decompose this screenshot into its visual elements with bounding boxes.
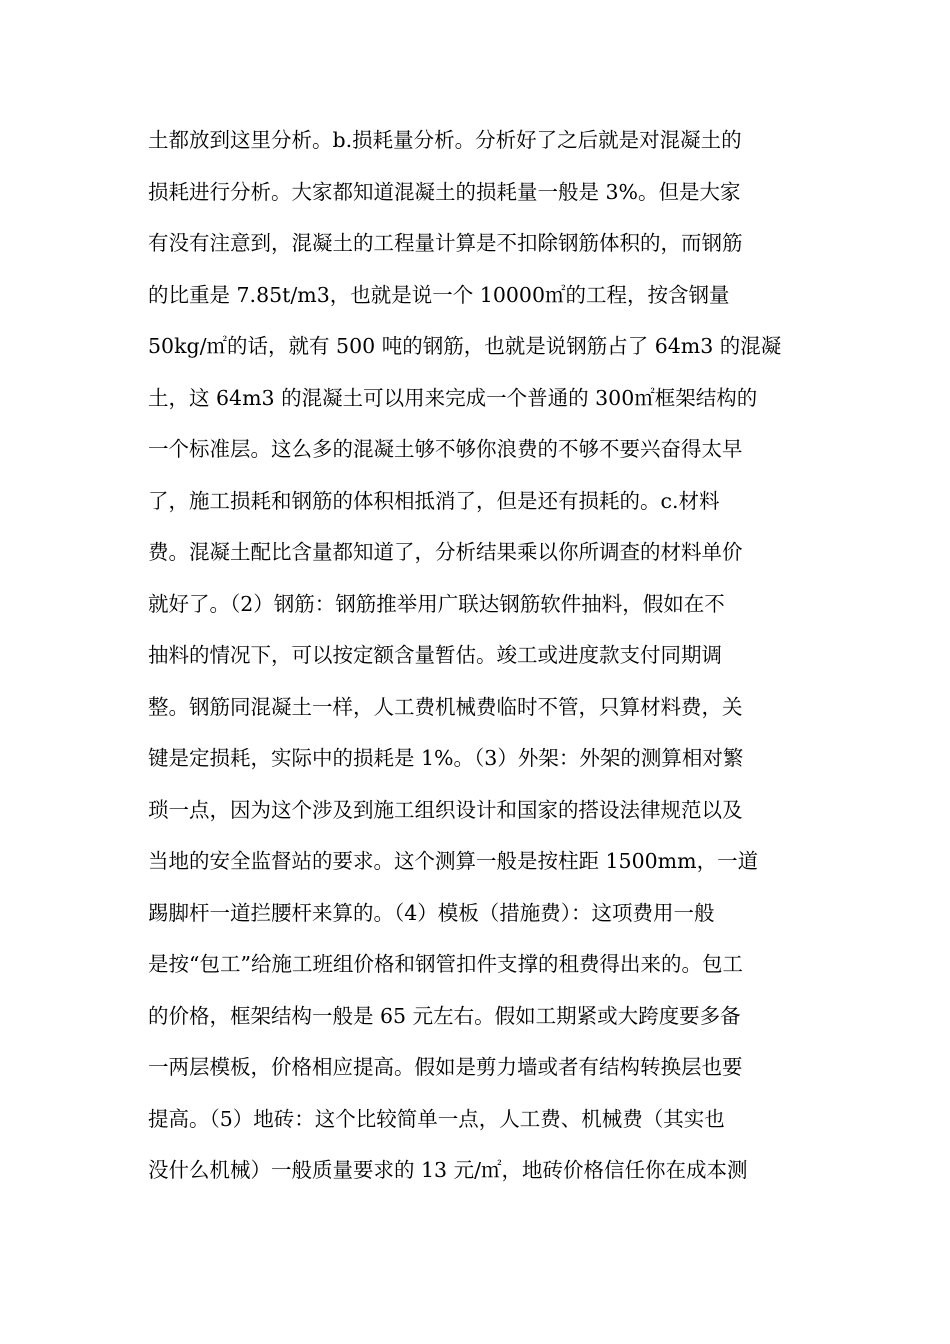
text-line: 没什么机械）一般质量要求的 13 元/㎡，地砖价格信任你在成本测 [148, 1158, 748, 1182]
text-line: 一个标准层。这么多的混凝土够不够你浪费的不够不要兴奋得太早 [148, 437, 743, 461]
text-line: 是按“包工”给施工班组价格和钢管扣件支撑的租费得出来的。包工 [148, 952, 743, 976]
text-line: 键是定损耗，实际中的损耗是 1%。（3）外架：外架的测算相对繁 [148, 746, 744, 770]
text-line: 损耗进行分析。大家都知道混凝土的损耗量一般是 3%。但是大家 [148, 179, 741, 204]
text-line: 的价格，框架结构一般是 65 元左右。假如工期紧或大跨度要多备 [148, 1003, 741, 1028]
text-line: 当地的安全监督站的要求。这个测算一般是按柱距 1500mm，一道 [148, 849, 759, 873]
text-line: 土，这 64m3 的混凝土可以用来完成一个普通的 300㎡框架结构的 [148, 385, 758, 410]
text-line: 一两层模板，价格相应提高。假如是剪力墙或者有结构转换层也要 [148, 1055, 743, 1079]
text-line: 有没有注意到，混凝土的工程量计算是不扣除钢筋体积的，而钢筋 [148, 231, 743, 255]
text-line: 就好了。（2）钢筋：钢筋推举用广联达钢筋软件抽料，假如在不 [148, 591, 725, 616]
text-line: 抽料的情况下，可以按定额含量暂估。竣工或进度款支付同期调 [148, 643, 722, 667]
text-line: 50kg/㎡的话，就有 500 吨的钢筋，也就是说钢筋占了 64m3 的混凝 [148, 334, 782, 358]
body-text [148, 115, 808, 1197]
text-line: 的比重是 7.85t/m3，也就是说一个 10000㎡的工程，按含钢量 [148, 282, 730, 307]
text-line: 土都放到这里分析。b.损耗量分析。分析好了之后就是对混凝土的 [148, 128, 742, 152]
text-line: 琐一点，因为这个涉及到施工组织设计和国家的搭设法律规范以及 [148, 797, 743, 822]
text-line: 了，施工损耗和钢筋的体积相抵消了，但是还有损耗的。c.材料 [148, 488, 720, 513]
text-line: 费。混凝土配比含量都知道了，分析结果乘以你所调查的材料单价 [148, 540, 743, 564]
text-line: 踢脚杆一道拦腰杆来算的。（4）模板（措施费）：这项费用一般 [148, 900, 715, 925]
text-line: 提高。（5）地砖：这个比较简单一点，人工费、机械费（其实也 [148, 1106, 725, 1131]
text-line: 整。钢筋同混凝土一样，人工费机械费临时不管，只算材料费，关 [148, 694, 743, 719]
